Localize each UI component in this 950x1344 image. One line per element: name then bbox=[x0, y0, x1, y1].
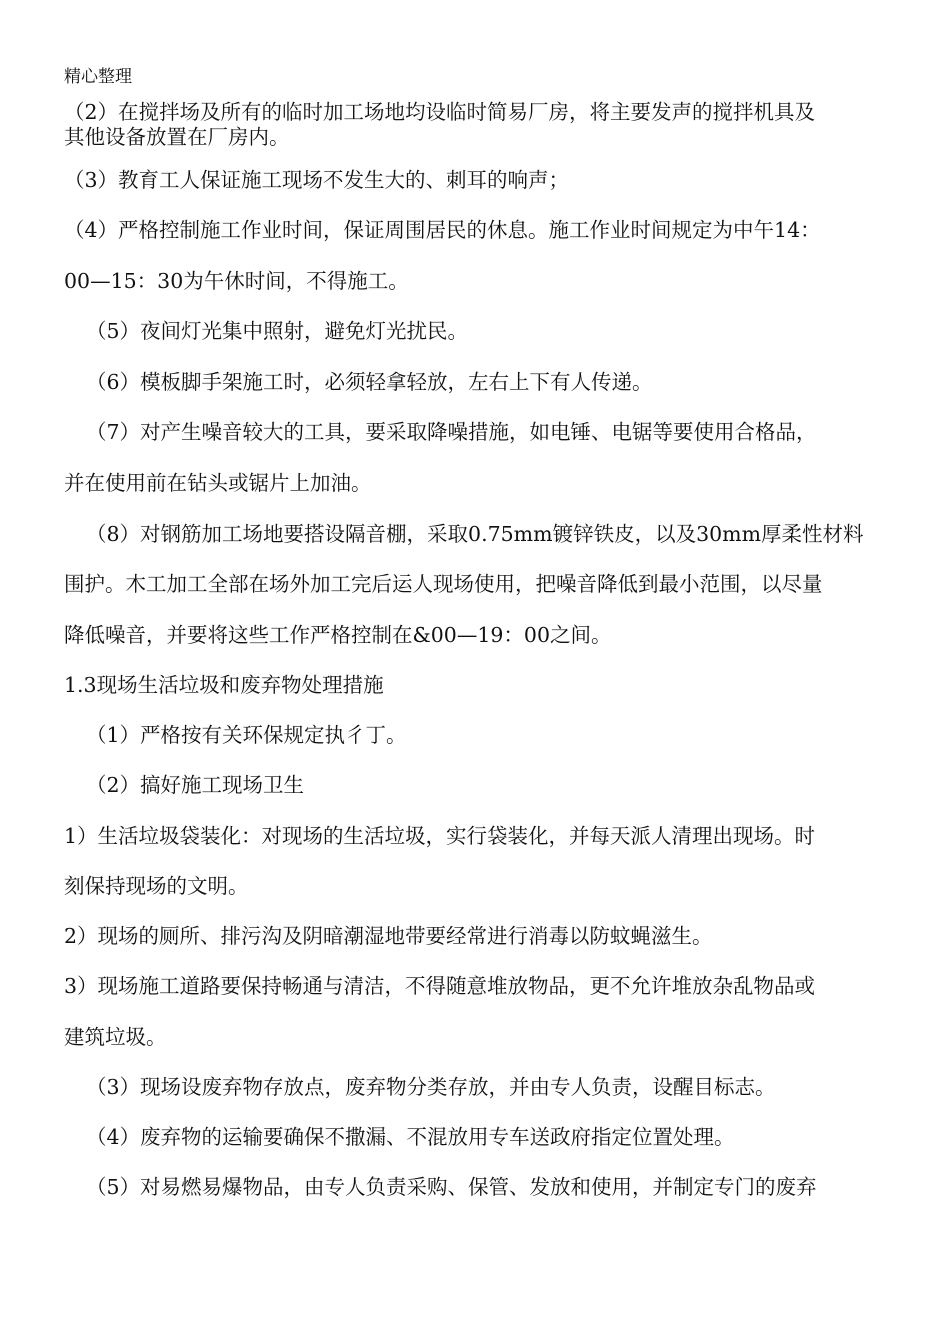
text-line: 建筑垃圾。 bbox=[64, 1025, 167, 1049]
text-line: （2）搞好施工现场卫生 bbox=[86, 773, 305, 797]
text-line: （4）严格控制施工作业时间，保证周围居民的休息。施工作业时间规定为中午14： bbox=[64, 218, 821, 242]
text-line: 1）生活垃圾袋装化：对现场的生活垃圾，实行袋装化，并每天派人清理出现场。时 bbox=[64, 824, 816, 848]
text-line: 降低噪音，并要将这些工作严格控制在&00—19：00之间。 bbox=[64, 623, 612, 647]
text-line: （6）模板脚手架施工时，必须轻拿轻放，左右上下有人传递。 bbox=[86, 370, 653, 394]
text-line: 刻保持现场的文明。 bbox=[64, 874, 249, 898]
text-line: （5）夜间灯光集中照射，避免灯光扰民。 bbox=[86, 319, 469, 343]
text-line: 00—15：30为午休时间，不得施工。 bbox=[64, 269, 409, 293]
text-line: 2）现场的厕所、排污沟及阴暗潮湿地带要经常进行消毒以防蚊蝇滋生。 bbox=[64, 924, 713, 948]
text-line: （8）对钢筋加工场地要搭设隔音棚，采取0.75mm镀锌铁皮，以及30mm厚柔性材料 bbox=[86, 522, 864, 546]
section-heading: 1.3现场生活垃圾和废弃物处理措施 bbox=[64, 673, 384, 697]
text-line: （1）严格按有关环保规定执彳丁。 bbox=[86, 723, 407, 747]
text-line: 3）现场施工道路要保持畅通与清洁，不得随意堆放物品，更不允许堆放杂乱物品或 bbox=[64, 974, 816, 998]
text-line: 围护。木工加工全部在场外加工完后运人现场使用，把噪音降低到最小范围，以尽量 bbox=[64, 572, 823, 596]
text-line: （2）在搅拌场及所有的临时加工场地均设临时简易厂房，将主要发声的搅拌机具及 bbox=[64, 100, 816, 124]
text-line: （5）对易燃易爆物品，由专人负责采购、保管、发放和使用，并制定专门的废弃 bbox=[86, 1175, 817, 1199]
page-header: 精心整理 bbox=[64, 67, 132, 87]
text-line: 并在使用前在钻头或锯片上加油。 bbox=[64, 471, 372, 495]
text-line: （7）对产生噪音较大的工具，要采取降噪措施，如电锤、电锯等要使用合格品， bbox=[86, 420, 817, 444]
text-line: 其他设备放置在厂房内。 bbox=[64, 125, 290, 149]
text-line: （3）教育工人保证施工现场不发生大的、刺耳的响声； bbox=[64, 168, 570, 192]
text-line: （3）现场设废弃物存放点，废弃物分类存放，并由专人负责，设醒目标志。 bbox=[86, 1075, 776, 1099]
text-line: （4）废弃物的运输要确保不撒漏、不混放用专车送政府指定位置处理。 bbox=[86, 1125, 735, 1149]
